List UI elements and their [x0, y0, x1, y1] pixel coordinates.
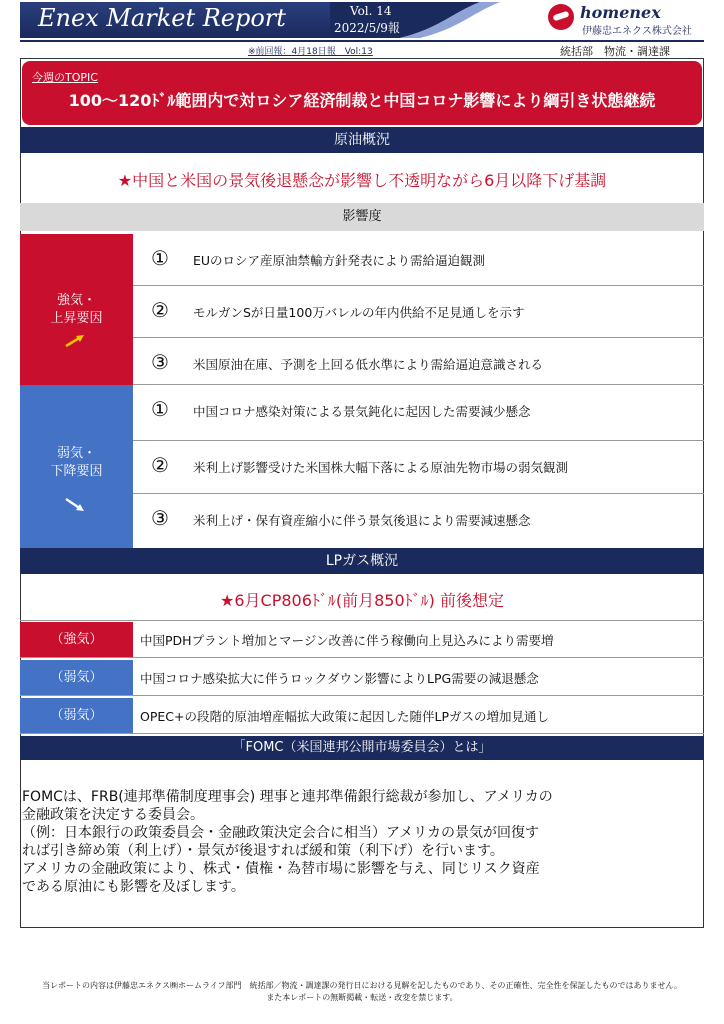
footer-line2: また本レポートの無断掲載・転送・改変を禁じます。: [266, 993, 458, 1002]
topic-headline: 100～120ﾄﾞﾙ範囲内で対ロシア経済制裁と中国コロナ影響により綱引き状態継続: [68, 91, 656, 110]
fomc-line: れば引き締め策（利上げ）・景気が後退すれば緩和策（利下げ）を行います。: [22, 843, 504, 859]
crude-section-title: 原油概況: [20, 127, 704, 153]
lpg-text: 中国コロナ感染拡大に伴うロックダウン影響によりLPG需要の減退懸念: [140, 671, 539, 686]
department-label: 統括部 物流・調達課: [560, 45, 670, 58]
up-arrow-icon: [64, 334, 86, 348]
bullish-factor-row: [133, 286, 704, 338]
fomc-line: 金融政策を決定する委員会。: [22, 807, 204, 823]
volume-number: Vol. 14: [350, 4, 392, 18]
bullish-label: [20, 292, 133, 328]
factor-text: EUのロシア産原油禁輸方針発表により需給逼迫観測: [193, 253, 486, 268]
bullish-label-line1: 強気・: [56, 293, 96, 308]
factor-text: 米国原油在庫、予測を上回る低水準により需給逼迫意識される: [193, 357, 544, 372]
lpg-section-title: LPガス概況: [20, 548, 704, 574]
lpg-headline: ★6月CP806ﾄﾞﾙ(前月850ﾄﾞﾙ) 前後想定: [220, 591, 504, 610]
fomc-line: アメリカの金融政策により、株式・債権・為替市場に影響を与え、同じリスク資産: [22, 861, 540, 877]
down-arrow-icon: [64, 497, 86, 513]
lpg-text: OPEC+の段階的原油増産幅拡大政策に起因した随伴LPガスの増加見通し: [140, 709, 549, 724]
bearish-factor-row: [133, 385, 704, 441]
bearish-factor-row: [133, 494, 704, 548]
bearish-factor-row: [133, 441, 704, 494]
bearish-label-line2: 下降要因: [50, 464, 103, 479]
factor-text: 中国コロナ感染対策による景気鈍化に起因した需要減少懸念: [193, 404, 531, 419]
lpg-row: [20, 698, 704, 734]
fomc-line: FOMCは、FRB(連邦準備制度理事会) 理事と連邦準備銀行総裁が参加し、アメリカの: [22, 789, 553, 805]
bullish-factor-row: [133, 234, 704, 286]
company-logo-icon: [548, 4, 574, 30]
lpg-tag: （弱気）: [20, 698, 133, 733]
logo-wordmark: homenex: [580, 3, 661, 22]
fomc-description: [22, 788, 702, 896]
bullish-factor-block: [20, 234, 133, 385]
bearish-label: [20, 445, 133, 481]
bearish-factor-block: [20, 385, 133, 548]
bullish-label-line2: 上昇要因: [50, 311, 103, 326]
lpg-row: [20, 660, 704, 696]
factor-text: 米利上げ・保有資産縮小に伴う景気後退により需要減速懸念: [193, 513, 531, 528]
fomc-section-title: 「FOMC（米国連邦公開市場委員会）とは」: [20, 736, 704, 760]
factor-text: モルガンSが日量100万バレルの年内供給不足見通しを示す: [193, 305, 525, 320]
factor-number: ③: [151, 506, 169, 530]
lpg-divider: [20, 620, 704, 621]
factor-text: 米利上げ影響受けた米国株大幅下落による原油先物市場の弱気観測: [193, 460, 569, 475]
topic-label: 今週のTOPIC: [32, 71, 98, 84]
factor-number: ②: [151, 298, 169, 322]
report-date: 2022/5/9報: [334, 21, 400, 35]
lpg-tag: （強気）: [20, 622, 133, 657]
fomc-line: である原油にも影響を及ぼします。: [22, 879, 245, 895]
factor-number: ②: [151, 453, 169, 477]
bullish-factor-row: [133, 338, 704, 385]
crude-headline: ★中国と米国の景気後退懸念が影響し不透明ながら6月以降下げ基調: [117, 171, 607, 190]
footer-line1: 当レポートの内容は伊藤忠エネクス㈱ホームライフ部門 統括部／物流・調達課の発行日における見解を記したものであり、その正確性、完全性を保証したものではありません。: [42, 981, 682, 990]
impact-title: 影響度: [20, 203, 704, 231]
factor-number: ①: [151, 397, 169, 421]
lpg-text: 中国PDHプラント増加とマージン改善に伴う稼働向上見込みにより需要増: [140, 633, 554, 648]
bearish-label-line1: 弱気・: [56, 446, 96, 461]
fomc-line: （例：日本銀行の政策委員会・金融政策決定会合に相当）アメリカの景気が回復す: [22, 825, 540, 841]
company-name: 伊藤忠エネクス株式会社: [582, 26, 692, 37]
report-title: Enex Market Report: [38, 4, 286, 32]
header-divider: [20, 40, 704, 42]
factor-number: ③: [151, 350, 169, 374]
previous-report-link[interactable]: ※前回報：4月18日報 Vol:13: [248, 47, 373, 57]
lpg-row: [20, 622, 704, 658]
lpg-tag: （弱気）: [20, 660, 133, 695]
footer-disclaimer: [0, 980, 724, 1004]
factor-number: ①: [151, 246, 169, 270]
